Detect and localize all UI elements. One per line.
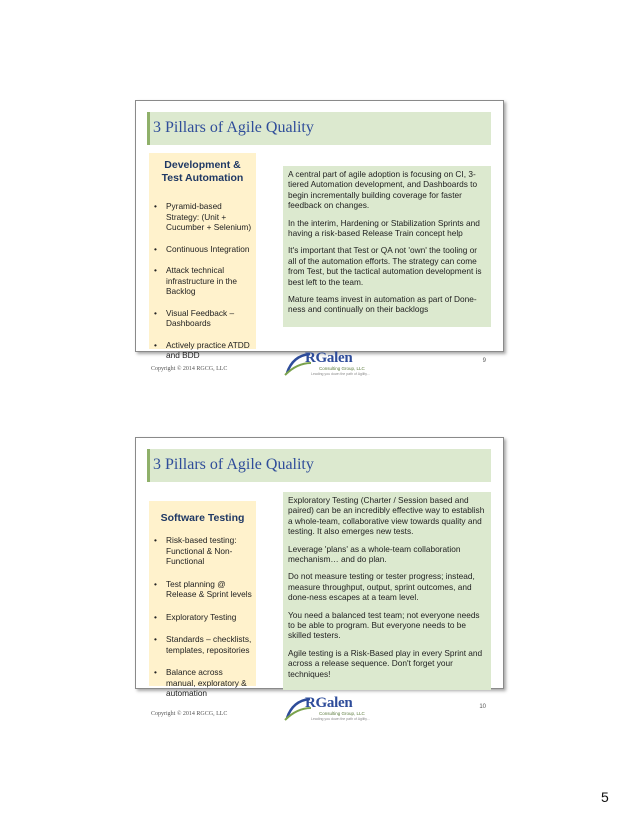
slide-title: 3 Pillars of Agile Quality xyxy=(153,119,314,136)
paragraph: You need a balanced test team; not everyone needs to be able to program. But everyone needs to be skilled testers. xyxy=(288,609,480,641)
list-item: • Pyramid-based Strategy: (Unit + Cucumber + Selenium) xyxy=(152,201,253,233)
slide-title-bar xyxy=(147,449,491,482)
logo-name: RGalen xyxy=(305,350,353,366)
slide-title: 3 Pillars of Agile Quality xyxy=(153,456,314,473)
right-text-box xyxy=(283,492,491,690)
bullet-list xyxy=(152,535,253,699)
rgalen-logo xyxy=(283,696,373,722)
list-item: • Risk-based testing: Functional & Non-Functional xyxy=(152,535,253,567)
paragraph: Agile testing is a Risk-Based play in every Sprint and across a release sequence. Don't forget your techniques! xyxy=(288,647,483,679)
slide-1 xyxy=(135,100,504,376)
logo-name: RGalen xyxy=(305,695,353,711)
logo-tagline: Leading you down the path of Agility... xyxy=(311,717,370,721)
list-item: • Standards – checklists, templates, repositories xyxy=(152,634,253,655)
slide-number: 9 xyxy=(482,358,486,364)
slide-number: 10 xyxy=(479,704,486,710)
paragraph: Leverage 'plans' as a whole-team collaboration mechanism… and do plan. xyxy=(288,543,461,565)
paragraph: Do not measure testing or tester progress; instead, measure throughput, output, sprint outcomes, and done-ness escapes at a team level. xyxy=(288,571,475,603)
rgalen-logo xyxy=(283,351,373,377)
left-heading: Software Testing xyxy=(160,512,245,524)
paragraph: A central part of agile adoption is focusing on CI, 3-tiered Automation development, and Dashboards to begin incrementally building coverage for faster feedback on changes. xyxy=(288,169,478,211)
list-item: • Exploratory Testing xyxy=(152,612,253,623)
paragraph: In the interim, Hardening or Stabilization Sprints and having a risk-based Release Train concept help xyxy=(288,217,480,239)
list-item: • Continuous Integration xyxy=(152,244,253,255)
copyright: Copyright © 2014 RGCG, LLC xyxy=(151,711,228,717)
left-heading: Development & Test Automation xyxy=(161,159,244,184)
paragraph: Exploratory Testing (Charter / Session based and paired) can be an incredibly effective way to establish a whole-team, collaborative view towards quality and testing. It also emerges new tests. xyxy=(288,495,485,537)
list-item: • Visual Feedback – Dashboards xyxy=(152,308,253,329)
slide-2 xyxy=(135,437,504,721)
copyright: Copyright © 2014 RGCG, LLC xyxy=(151,366,228,372)
list-item: • Balance across manual, exploratory & automation xyxy=(152,667,253,699)
left-bullet-box xyxy=(149,501,256,698)
paragraph: Mature teams invest in automation as part of Done-ness and continually on their backlogs xyxy=(288,294,477,315)
right-text-box xyxy=(283,166,491,327)
list-item: • Actively practice ATDD and BDD xyxy=(152,340,253,361)
paragraph: It's important that Test or QA not 'own' the tooling or all of the automation efforts. The strategy can come from Test, but the tactical automation development is best left to the team. xyxy=(288,245,482,287)
list-item: • Test planning @ Release & Sprint levels xyxy=(152,579,253,600)
logo-subtitle: Consulting Group, LLC xyxy=(319,366,365,371)
logo-subtitle: Consulting Group, LLC xyxy=(319,711,365,716)
logo-tagline: Leading you down the path of Agility... xyxy=(311,372,370,376)
page-number: 5 xyxy=(601,789,609,805)
bullet-list xyxy=(152,201,253,361)
list-item: • Attack technical infrastructure in the Backlog xyxy=(152,265,253,297)
left-bullet-box xyxy=(149,153,256,360)
slide-title-bar xyxy=(147,112,491,145)
